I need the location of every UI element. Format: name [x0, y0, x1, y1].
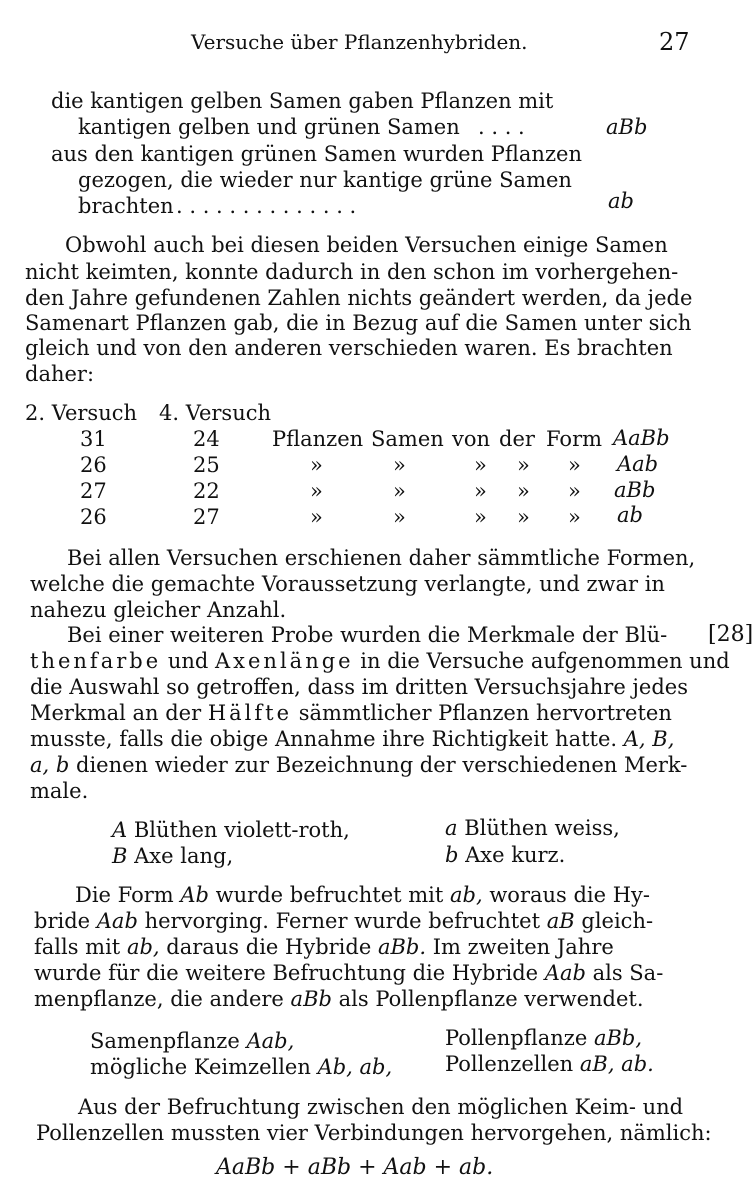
- row2-w4: »: [517, 453, 530, 477]
- trait-a: a Blüthen weiss,: [445, 816, 620, 840]
- para3-line-6: a, b dienen wieder zur Bezeichnung der verschiedenen Merk-: [30, 753, 688, 777]
- trait-A: A Blüthen violett-roth,: [112, 818, 350, 842]
- row3-v4: 22: [193, 479, 220, 503]
- list-line-5-dots: . . . . . . . . . . . . . .: [176, 194, 357, 218]
- row3-w3: »: [474, 479, 487, 503]
- para1-line-4: Samenart Pflanzen gab, die in Bezug auf die Samen unter sich: [25, 311, 692, 335]
- para3-line-5: musste, falls die obige Annahme ihre Richtigkeit hatte. A, B,: [30, 727, 675, 751]
- row2-form: Aab: [617, 452, 659, 476]
- row2-v2: 26: [80, 453, 107, 477]
- row3-w5: »: [568, 479, 581, 503]
- possible-germ-cells: mögliche Keimzellen Ab, ab,: [90, 1055, 393, 1079]
- row4-w3: »: [474, 505, 487, 529]
- para2-line-1: Bei allen Versuchen erschienen daher sämmtliche Formen,: [67, 546, 696, 570]
- trait-B: B Axe lang,: [112, 844, 234, 868]
- row3-w1: »: [310, 479, 323, 503]
- list-line-2-dots: . . . .: [478, 115, 525, 139]
- row4-w5: »: [568, 505, 581, 529]
- row1-w4: der: [499, 427, 535, 451]
- pollen-cells: Pollenzellen aB, ab.: [445, 1052, 654, 1076]
- row3-v2: 27: [80, 479, 107, 503]
- row2-w1: »: [310, 453, 323, 477]
- list-line-2-symbol: aBb: [606, 115, 648, 139]
- para5-line-1: Aus der Befruchtung zwischen den möglichen Keim- und: [78, 1095, 684, 1119]
- margin-page-note: [28]: [708, 622, 754, 647]
- para1-line-3: den Jahre gefundenen Zahlen nichts geändert werden, da jede: [25, 286, 693, 310]
- row1-w3: von: [452, 427, 491, 451]
- row1-w2: Samen: [371, 427, 444, 451]
- list-line-2: kantigen gelben und grünen Samen: [78, 115, 460, 139]
- para2-line-3: nahezu gleicher Anzahl.: [30, 598, 287, 622]
- list-line-3: aus den kantigen grünen Samen wurden Pflanzen: [51, 142, 582, 166]
- table-header-2-versuch: 2. Versuch: [25, 401, 138, 425]
- para3-line-7: male.: [30, 779, 89, 803]
- row2-w3: »: [474, 453, 487, 477]
- para3-line-1: Bei einer weiteren Probe wurden die Merkmale der Blü-: [67, 623, 668, 647]
- para4-line-3: falls mit ab, daraus die Hybride aBb. Im zweiten Jahre: [34, 935, 614, 959]
- row4-v2: 26: [80, 505, 107, 529]
- seed-plant: Samenpflanze Aab,: [90, 1029, 295, 1053]
- row4-form: ab: [617, 503, 643, 527]
- para1-line-5: gleich und von den anderen verschieden waren. Es brachten: [25, 336, 673, 360]
- row4-v4: 27: [193, 505, 220, 529]
- row1-w1: Pflanzen: [272, 427, 364, 451]
- list-line-5-symbol: ab: [608, 189, 634, 213]
- row2-w5: »: [568, 453, 581, 477]
- row4-w1: »: [310, 505, 323, 529]
- row1-v2: 31: [80, 427, 107, 451]
- running-title: Versuche über Pflanzenhybriden.: [191, 30, 528, 54]
- combinations-formula: AaBb + aBb + Aab + ab.: [216, 1155, 494, 1180]
- para1-line-2: nicht keimten, konnte dadurch in den schon im vorhergehen-: [25, 260, 679, 284]
- para3-line-4: Merkmal an der Hälfte sämmtlicher Pflanzen hervortreten: [30, 701, 672, 725]
- para5-line-2: Pollenzellen mussten vier Verbindungen hervorgehen, nämlich:: [36, 1121, 712, 1145]
- para4-line-4: wurde für die weitere Befruchtung die Hybride Aab als Sa-: [34, 961, 664, 985]
- para1-line-6: daher:: [25, 362, 95, 386]
- list-line-5: brachten: [78, 194, 174, 218]
- row3-form: aBb: [614, 478, 656, 502]
- para4-line-5: menpflanze, die andere aBb als Pollenpflanze verwendet.: [34, 987, 644, 1011]
- row3-w4: »: [517, 479, 530, 503]
- row4-w4: »: [517, 505, 530, 529]
- pollen-plant: Pollenpflanze aBb,: [445, 1026, 643, 1050]
- row1-v4: 24: [193, 427, 220, 451]
- trait-b: b Axe kurz.: [445, 843, 566, 867]
- page-number: 27: [659, 28, 690, 56]
- para4-line-1: Die Form Ab wurde befruchtet mit ab, woraus die Hy-: [75, 883, 651, 907]
- list-line-4: gezogen, die wieder nur kantige grüne Samen: [78, 168, 572, 192]
- para3-line-2: thenfarbe und Axenlänge in die Versuche aufgenommen und: [30, 649, 730, 673]
- row2-w2: »: [393, 453, 406, 477]
- para1-line-1: Obwohl auch bei diesen beiden Versuchen einige Samen: [65, 233, 668, 257]
- para3-line-3: die Auswahl so getroffen, dass im dritten Versuchsjahre jedes: [30, 675, 689, 699]
- para2-line-2: welche die gemachte Voraussetzung verlangte, und zwar in: [30, 572, 665, 596]
- row1-form: AaBb: [613, 426, 670, 450]
- list-line-1: die kantigen gelben Samen gaben Pflanzen mit: [51, 89, 554, 113]
- table-header-4-versuch: 4. Versuch: [159, 401, 272, 425]
- row3-w2: »: [393, 479, 406, 503]
- row1-w5: Form: [546, 427, 603, 451]
- row4-w2: »: [393, 505, 406, 529]
- row2-v4: 25: [193, 453, 220, 477]
- para4-line-2: bride Aab hervorging. Ferner wurde befruchtet aB gleich-: [34, 909, 654, 933]
